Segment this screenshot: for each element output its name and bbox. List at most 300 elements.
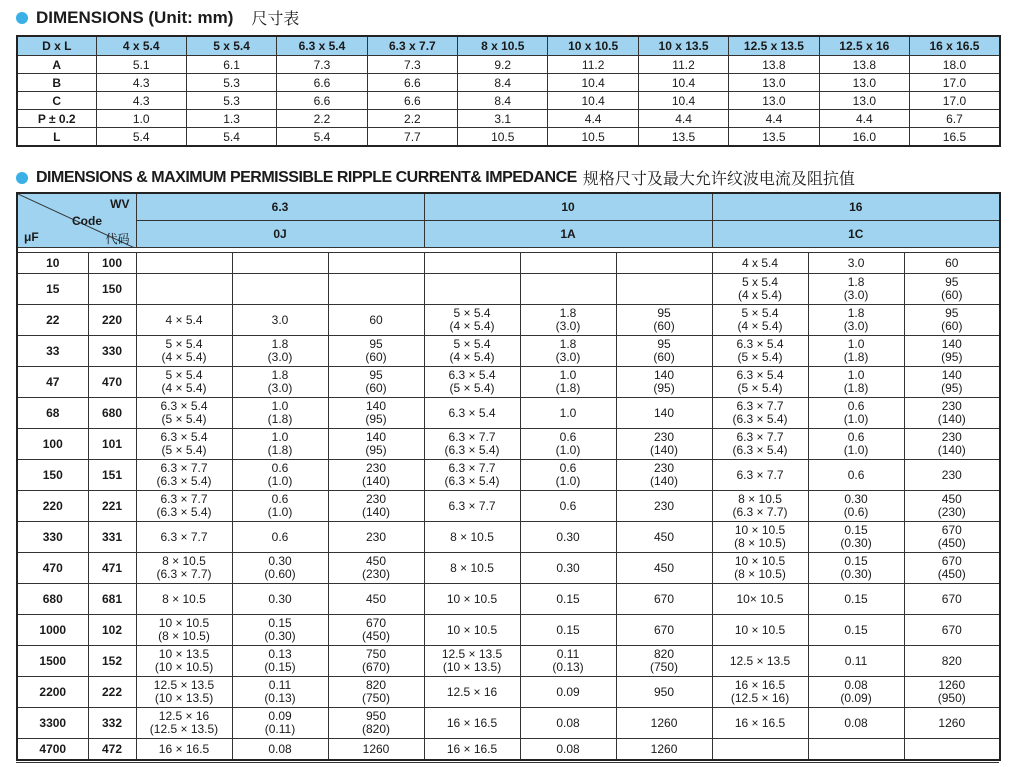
impedance-cell — [808, 491, 904, 522]
dimension-value: 6.6 — [277, 92, 367, 110]
case-size-cell — [136, 615, 232, 646]
impedance-cell — [232, 646, 328, 677]
ripple-current-alternate: (140) — [937, 412, 966, 426]
dimension-label: C — [17, 92, 96, 110]
dimension-row — [17, 110, 1000, 128]
case-size-primary: 6.3 × 7.7 — [448, 498, 496, 513]
ripple-current-primary: 230 — [941, 399, 962, 413]
size-header: 5 x 5.4 — [186, 36, 276, 56]
impedance-primary: 1.8 — [271, 337, 289, 351]
capacitance-value: 220 — [17, 491, 88, 522]
ripple-current-primary: 140 — [365, 399, 387, 413]
case-size-cell — [712, 305, 808, 336]
case-size-alternate: (10 × 10.5) — [154, 660, 214, 674]
ripple-current-alternate: (60) — [365, 381, 387, 395]
ripple-current-cell — [328, 522, 424, 553]
case-size-primary: 16 × 16.5 — [446, 715, 498, 730]
capacitance-code: 680 — [88, 398, 136, 429]
case-size-alternate: (8 × 10.5) — [734, 536, 786, 550]
case-size-primary: 5 × 5.4 — [453, 306, 491, 320]
dimension-value: 2.2 — [277, 110, 367, 128]
ripple-title-en: DIMENSIONS & MAXIMUM PERMISSIBLE RIPPLE CURRENT& IMPEDANCE — [36, 168, 577, 186]
ripple-current-primary: 670 — [941, 622, 962, 637]
impedance-cell — [232, 336, 328, 367]
size-header: 10 x 13.5 — [638, 36, 728, 56]
ripple-current-cell — [904, 584, 1000, 615]
ripple-current-alternate: (95) — [941, 350, 963, 364]
capacitance-value: 680 — [17, 584, 88, 615]
capacitance-row — [17, 460, 1000, 491]
case-size-cell — [136, 677, 232, 708]
ripple-current-alternate: (60) — [941, 319, 963, 333]
case-size-cell — [424, 615, 520, 646]
capacitance-row — [17, 305, 1000, 336]
case-size-primary: 6.3 × 7.7 — [160, 461, 208, 475]
bullet-dot-icon — [16, 12, 28, 24]
code-header-1c: 1C — [712, 221, 1000, 248]
impedance-primary: 0.11 — [556, 647, 580, 661]
impedance-alternate: (1.8) — [555, 381, 581, 395]
impedance-primary: 0.6 — [271, 492, 289, 506]
impedance-cell — [520, 398, 616, 429]
size-header: 6.3 x 7.7 — [367, 36, 457, 56]
capacitance-value: 2200 — [17, 677, 88, 708]
impedance-cell — [520, 646, 616, 677]
dimension-value: 16.5 — [910, 128, 1000, 147]
impedance-cell — [520, 460, 616, 491]
dimension-value: 5.4 — [96, 128, 186, 147]
impedance-cell — [520, 305, 616, 336]
ripple-body — [17, 253, 1000, 761]
capacitance-row — [17, 522, 1000, 553]
ripple-current-alternate: (450) — [937, 567, 966, 581]
case-size-cell — [424, 460, 520, 491]
case-size-primary: 10 × 10.5 — [734, 523, 786, 537]
ripple-current-cell — [904, 646, 1000, 677]
impedance-primary: 0.30 — [556, 529, 580, 544]
impedance-alternate: (3.0) — [843, 319, 869, 333]
case-size-cell — [136, 522, 232, 553]
dimension-value: 4.3 — [96, 92, 186, 110]
impedance-cell — [808, 646, 904, 677]
impedance-primary: 1.8 — [271, 368, 289, 382]
impedance-cell — [520, 739, 616, 761]
case-size-cell — [136, 739, 232, 761]
ripple-current-primary: 950 — [365, 709, 387, 723]
case-size-cell — [136, 708, 232, 739]
dimension-value: 5.4 — [277, 128, 367, 147]
ripple-current-cell — [904, 274, 1000, 305]
ripple-current-cell — [328, 460, 424, 491]
dimension-value: 7.3 — [277, 56, 367, 74]
impedance-cell — [520, 491, 616, 522]
ripple-current-cell — [328, 398, 424, 429]
case-size-primary: 6.3 × 7.7 — [160, 492, 208, 506]
impedance-cell — [808, 739, 904, 761]
ripple-current-primary: 95 — [657, 337, 671, 351]
impedance-cell — [232, 739, 328, 761]
case-size-cell — [712, 491, 808, 522]
ripple-current-primary: 230 — [941, 430, 962, 444]
case-size-cell — [712, 253, 808, 274]
impedance-cell — [520, 253, 616, 274]
impedance-cell — [808, 615, 904, 646]
code-header-0j: 0J — [136, 221, 424, 248]
ripple-current-primary: 140 — [654, 368, 675, 382]
impedance-primary: 0.6 — [271, 529, 289, 544]
dimension-value: 13.0 — [729, 92, 819, 110]
ripple-current-primary: 450 — [941, 492, 962, 506]
ripple-current-cell — [616, 553, 712, 584]
case-size-alternate: (4 × 5.4) — [737, 319, 783, 333]
case-size-cell — [424, 336, 520, 367]
ripple-current-primary: 750 — [365, 647, 387, 661]
case-size-alternate: (10 × 13.5) — [442, 660, 502, 674]
case-size-cell — [424, 305, 520, 336]
impedance-cell — [808, 274, 904, 305]
ripple-current-cell — [616, 460, 712, 491]
impedance-alternate: (0.6) — [843, 505, 869, 519]
case-size-primary: 10 × 10.5 — [446, 591, 498, 606]
case-size-cell — [712, 553, 808, 584]
impedance-primary: 0.08 — [556, 715, 580, 730]
case-size-cell — [424, 708, 520, 739]
impedance-primary: 0.09 — [268, 709, 292, 723]
ripple-current-primary: 230 — [654, 461, 675, 475]
capacitance-row — [17, 553, 1000, 584]
case-size-cell — [424, 274, 520, 305]
impedance-alternate: (0.09) — [840, 691, 872, 705]
impedance-primary: 1.8 — [559, 337, 577, 351]
dimension-row — [17, 128, 1000, 147]
ripple-current-cell — [616, 336, 712, 367]
case-size-alternate: (6.3 × 5.4) — [444, 443, 500, 457]
impedance-primary: 0.30 — [556, 560, 580, 575]
impedance-primary: 0.30 — [844, 492, 868, 506]
impedance-alternate: (0.11) — [264, 722, 296, 736]
ripple-current-alternate: (950) — [937, 691, 966, 705]
impedance-cell — [232, 615, 328, 646]
case-size-cell — [136, 253, 232, 274]
ripple-current-cell — [328, 615, 424, 646]
case-size-cell — [712, 429, 808, 460]
corner-uf-label: μF — [24, 230, 39, 244]
ripple-current-cell — [328, 584, 424, 615]
case-size-cell — [712, 367, 808, 398]
impedance-cell — [520, 336, 616, 367]
ripple-current-alternate: (140) — [650, 443, 679, 457]
code-header-1a: 1A — [424, 221, 712, 248]
case-size-primary: 5 × 5.4 — [741, 306, 779, 320]
case-size-cell — [424, 677, 520, 708]
impedance-primary: 0.6 — [847, 467, 865, 482]
dimension-label: P ± 0.2 — [17, 110, 96, 128]
case-size-alternate: (8 × 10.5) — [734, 567, 786, 581]
ripple-current-cell — [616, 708, 712, 739]
corner-wv-label: WV — [110, 197, 130, 211]
ripple-current-cell — [328, 367, 424, 398]
impedance-alternate: (1.8) — [267, 443, 293, 457]
case-size-cell — [712, 708, 808, 739]
dimension-value: 4.4 — [729, 110, 819, 128]
impedance-primary: 0.08 — [844, 715, 868, 730]
case-size-alternate: (4 × 5.4) — [449, 319, 495, 333]
ripple-current-primary: 95 — [369, 368, 383, 382]
ripple-current-alternate: (95) — [653, 381, 675, 395]
ripple-current-primary: 95 — [945, 306, 959, 320]
capacitance-value: 47 — [17, 367, 88, 398]
capacitance-row — [17, 584, 1000, 615]
impedance-alternate: (0.30) — [264, 629, 296, 643]
impedance-alternate: (1.0) — [555, 474, 581, 488]
dimension-value: 8.4 — [458, 74, 548, 92]
capacitance-row — [17, 429, 1000, 460]
dimensions-title — [16, 6, 299, 29]
ripple-current-cell — [616, 305, 712, 336]
capacitance-code: 331 — [88, 522, 136, 553]
capacitance-row — [17, 646, 1000, 677]
ripple-current-primary: 230 — [941, 467, 962, 482]
impedance-primary: 0.30 — [268, 591, 292, 606]
case-size-cell — [712, 677, 808, 708]
case-size-primary: 6.3 × 7.7 — [448, 430, 496, 444]
case-size-alternate: (4 × 5.4) — [161, 350, 207, 364]
capacitance-row — [17, 367, 1000, 398]
dimension-value: 5.3 — [186, 74, 276, 92]
case-size-primary: 6.3 × 5.4 — [160, 430, 208, 444]
case-size-primary: 8 × 10.5 — [738, 492, 782, 506]
impedance-primary: 1.0 — [847, 337, 865, 351]
impedance-cell — [808, 460, 904, 491]
case-size-cell — [136, 429, 232, 460]
ripple-current-primary: 140 — [365, 430, 387, 444]
dimension-value: 6.6 — [367, 74, 457, 92]
ripple-current-cell — [328, 253, 424, 274]
impedance-alternate: (0.30) — [840, 536, 872, 550]
case-size-alternate: (8 × 10.5) — [158, 629, 210, 643]
ripple-current-cell — [904, 305, 1000, 336]
case-size-alternate: (4 × 5.4) — [161, 381, 207, 395]
impedance-cell — [808, 677, 904, 708]
ripple-current-primary: 95 — [945, 275, 959, 289]
ripple-current-alternate: (60) — [653, 319, 675, 333]
impedance-primary: 0.15 — [844, 622, 868, 637]
dimension-value: 4.4 — [819, 110, 909, 128]
case-size-primary: 12.5 × 16 — [158, 709, 210, 723]
impedance-primary: 0.6 — [559, 498, 577, 513]
impedance-alternate: (3.0) — [555, 319, 581, 333]
ripple-current-primary: 450 — [654, 560, 675, 575]
impedance-alternate: (0.15) — [264, 660, 296, 674]
case-size-alternate: (6.3 × 5.4) — [732, 412, 788, 426]
ripple-current-alternate: (60) — [941, 288, 963, 302]
case-size-primary: 6.3 × 7.7 — [736, 399, 784, 413]
ripple-current-primary: 450 — [365, 554, 387, 568]
ripple-current-cell — [328, 336, 424, 367]
impedance-cell — [808, 522, 904, 553]
impedance-primary: 0.6 — [847, 399, 865, 413]
dimension-value: 6.7 — [910, 110, 1000, 128]
case-size-primary: 10 × 10.5 — [734, 554, 786, 568]
dimension-value: 3.1 — [458, 110, 548, 128]
ripple-current-cell — [328, 305, 424, 336]
ripple-current-primary: 670 — [365, 616, 387, 630]
impedance-cell — [232, 491, 328, 522]
case-size-primary: 12.5 × 13.5 — [729, 653, 791, 668]
impedance-primary: 0.6 — [559, 461, 577, 475]
case-size-cell — [424, 398, 520, 429]
impedance-primary: 0.15 — [844, 523, 868, 537]
ripple-current-primary: 1260 — [650, 741, 678, 756]
impedance-alternate: (3.0) — [267, 350, 293, 364]
ripple-current-alternate: (95) — [365, 443, 387, 457]
ripple-current-cell — [904, 522, 1000, 553]
impedance-primary: 0.08 — [844, 678, 868, 692]
case-size-alternate: (12.5 × 13.5) — [149, 722, 219, 736]
impedance-alternate: (1.8) — [843, 350, 869, 364]
ripple-current-cell — [616, 646, 712, 677]
dimension-value: 10.5 — [548, 128, 638, 147]
impedance-cell — [808, 253, 904, 274]
case-size-primary: 5 × 5.4 — [165, 337, 203, 351]
dimension-value: 6.6 — [277, 74, 367, 92]
impedance-primary: 0.11 — [268, 678, 292, 692]
impedance-cell — [808, 553, 904, 584]
ripple-current-primary: 450 — [365, 591, 387, 606]
ripple-current-alternate: (750) — [362, 691, 391, 705]
capacitance-row — [17, 739, 1000, 761]
capacitance-row — [17, 398, 1000, 429]
impedance-primary: 0.6 — [847, 430, 865, 444]
ripple-current-cell — [904, 336, 1000, 367]
dimensions-body — [17, 56, 1000, 147]
dimension-value: 13.0 — [819, 92, 909, 110]
case-size-primary: 16 × 16.5 — [734, 715, 786, 730]
capacitance-code: 472 — [88, 739, 136, 761]
size-header: 10 x 10.5 — [548, 36, 638, 56]
case-size-cell — [712, 460, 808, 491]
case-size-cell — [424, 646, 520, 677]
case-size-primary: 16 × 16.5 — [446, 741, 498, 756]
capacitance-row — [17, 708, 1000, 739]
ripple-current-cell — [904, 615, 1000, 646]
case-size-primary: 12.5 × 16 — [446, 684, 498, 699]
impedance-alternate: (0.60) — [264, 567, 296, 581]
capacitance-code: 220 — [88, 305, 136, 336]
capacitance-code: 100 — [88, 253, 136, 274]
capacitance-code: 330 — [88, 336, 136, 367]
impedance-alternate: (3.0) — [267, 381, 293, 395]
dimension-value: 13.0 — [729, 74, 819, 92]
case-size-primary: 5 × 5.4 — [453, 337, 491, 351]
case-size-primary: 8 × 10.5 — [162, 591, 206, 606]
case-size-primary: 8 × 10.5 — [450, 560, 494, 575]
impedance-primary: 1.0 — [559, 405, 577, 420]
case-size-primary: 10 × 10.5 — [446, 622, 498, 637]
ripple-current-alternate: (230) — [937, 505, 966, 519]
ripple-current-primary: 60 — [369, 312, 383, 327]
impedance-primary: 0.09 — [556, 684, 580, 699]
ripple-current-primary: 230 — [365, 492, 387, 506]
capacitance-value: 470 — [17, 553, 88, 584]
impedance-cell — [520, 367, 616, 398]
case-size-primary: 10 × 13.5 — [158, 647, 210, 661]
dimensions-corner-cell: D x L — [17, 36, 96, 56]
ripple-corner-cell — [17, 193, 136, 248]
capacitance-code: 332 — [88, 708, 136, 739]
case-size-primary: 6.3 × 5.4 — [736, 368, 784, 382]
case-size-alternate: (4 x 5.4) — [738, 288, 783, 302]
case-size-cell — [424, 367, 520, 398]
case-size-primary: 4 x 5.4 — [742, 255, 779, 270]
impedance-primary: 0.08 — [556, 741, 580, 756]
voltage-header-16: 16 — [712, 193, 1000, 221]
size-header: 8 x 10.5 — [458, 36, 548, 56]
case-size-cell — [424, 253, 520, 274]
case-size-alternate: (12.5 × 16) — [730, 691, 790, 705]
ripple-current-primary: 1260 — [938, 678, 966, 692]
ripple-current-primary: 670 — [941, 523, 962, 537]
impedance-cell — [232, 677, 328, 708]
case-size-primary: 8 × 10.5 — [450, 529, 494, 544]
case-size-primary: 10× 10.5 — [736, 591, 784, 606]
ripple-current-primary: 670 — [654, 622, 675, 637]
ripple-current-alternate: (230) — [362, 567, 391, 581]
capacitance-value: 22 — [17, 305, 88, 336]
impedance-cell — [232, 553, 328, 584]
dimension-value: 13.8 — [819, 56, 909, 74]
ripple-current-alternate: (450) — [362, 629, 391, 643]
case-size-primary: 6.3 × 7.7 — [736, 430, 784, 444]
impedance-primary: 0.11 — [844, 653, 868, 668]
dimensions-header-row — [17, 36, 1000, 56]
ripple-current-cell — [328, 491, 424, 522]
ripple-current-primary: 670 — [941, 554, 962, 568]
case-size-primary: 6.3 × 5.4 — [448, 405, 496, 420]
ripple-current-alternate: (140) — [362, 474, 391, 488]
case-size-cell — [136, 460, 232, 491]
ripple-current-cell — [904, 553, 1000, 584]
case-size-primary: 5 × 5.4 — [165, 368, 203, 382]
impedance-alternate: (0.13) — [552, 660, 584, 674]
case-size-cell — [424, 584, 520, 615]
capacitance-value: 1000 — [17, 615, 88, 646]
ripple-current-cell — [616, 522, 712, 553]
capacitance-code: 151 — [88, 460, 136, 491]
ripple-current-primary: 95 — [657, 306, 671, 320]
impedance-primary: 0.6 — [559, 430, 577, 444]
impedance-primary: 1.8 — [847, 275, 865, 289]
case-size-alternate: (4 × 5.4) — [449, 350, 495, 364]
case-size-cell — [136, 367, 232, 398]
capacitance-code: 150 — [88, 274, 136, 305]
capacitance-code: 471 — [88, 553, 136, 584]
ripple-title-cn: 规格尺寸及最大允许纹波电流及阻抗值 — [582, 169, 855, 188]
ripple-current-cell — [904, 677, 1000, 708]
impedance-cell — [232, 460, 328, 491]
capacitance-value: 68 — [17, 398, 88, 429]
impedance-primary: 0.6 — [271, 461, 289, 475]
impedance-alternate: (1.0) — [555, 443, 581, 457]
impedance-primary: 3.0 — [847, 255, 865, 270]
impedance-alternate: (1.8) — [267, 412, 293, 426]
dimension-value: 7.7 — [367, 128, 457, 147]
corner-code-cn-label: 代码 — [105, 232, 130, 246]
ripple-current-primary: 820 — [654, 647, 675, 661]
case-size-primary: 8 × 10.5 — [162, 554, 206, 568]
capacitance-value: 10 — [17, 253, 88, 274]
dimension-value: 10.4 — [638, 92, 728, 110]
